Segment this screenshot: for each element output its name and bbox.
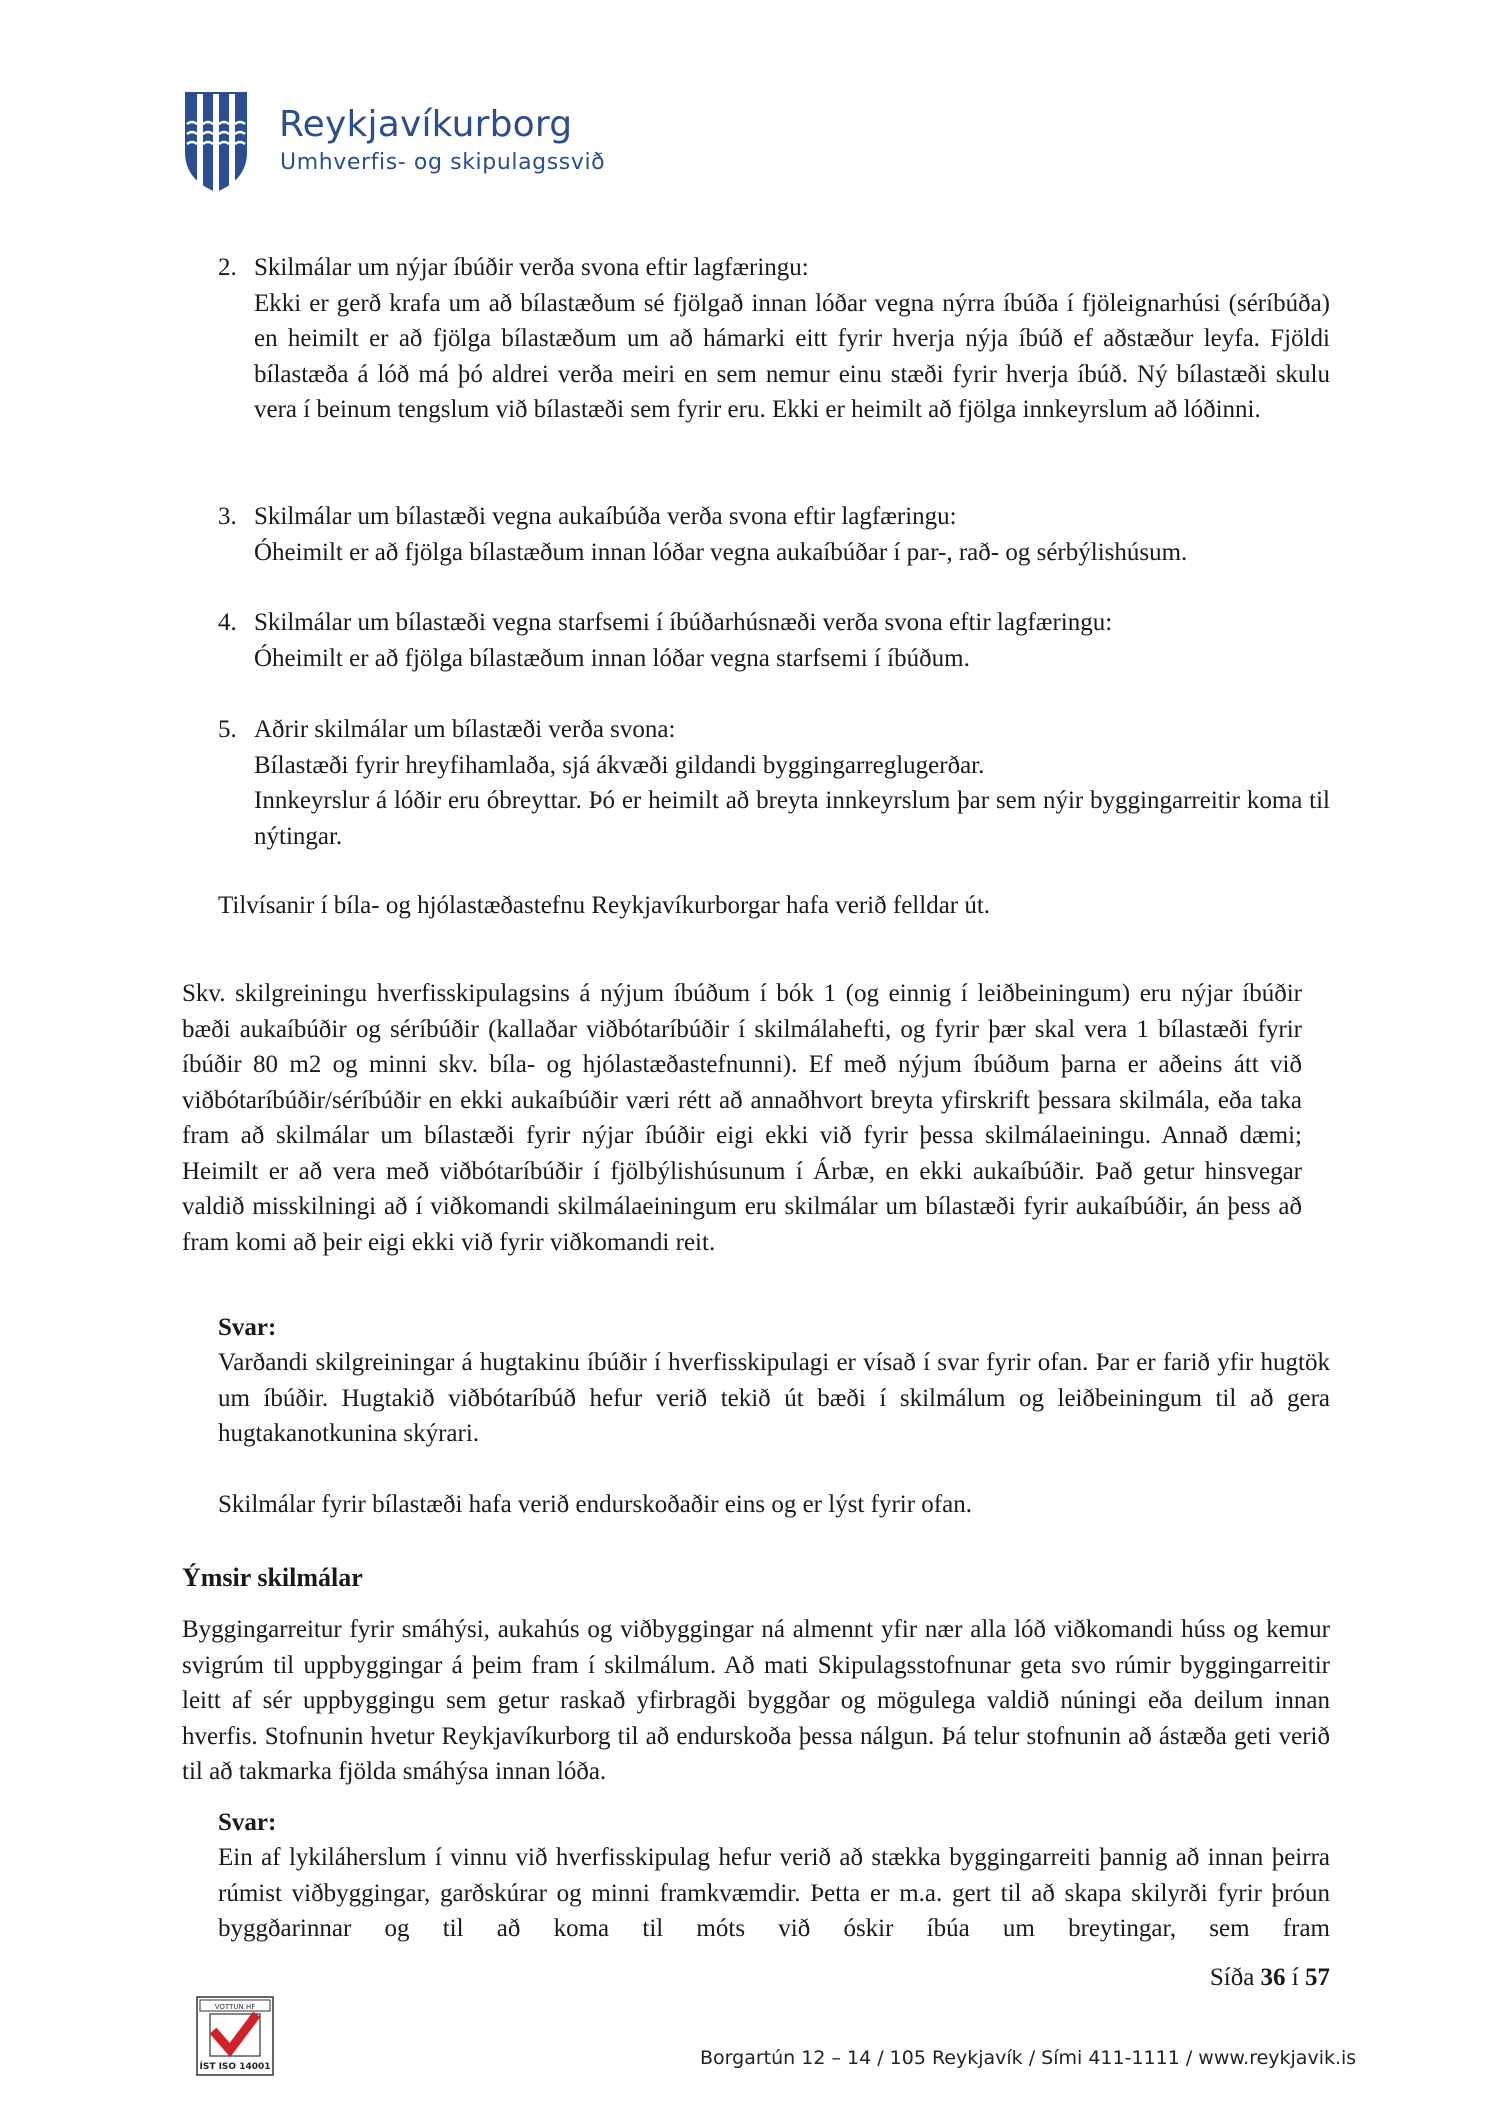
list-item [218,605,1330,677]
list-number: 5. [218,716,237,743]
comment-paragraph: Byggingarreitur fyrir smáhýsi, aukahús og viðbyggingar ná almennt yfir nær alla lóð viðkomandi húss og kemur svigrúm til uppbyggingar á þeim fram í skilmálum. Að mati Skipulagsstofnunar geta svo rúmir byggingarreitir leitt af sér uppbyggingu sem getur raskað yfirbragði byggðar og mögulega valdið núningi eða deilum innan hverfis. Stofnunin hvetur Reykjavíkurborg til að endurskoða þessa nálgun. Þá telur stofnunin að ástæða geti verið til að takmarka fjölda smáhýsa innan lóða. [182,1616,1330,1785]
page-current: 36 [1260,1964,1286,1991]
list-item [218,712,1330,857]
header-logo [183,90,606,200]
footer-address: Borgartún 12 – 14 / 105 Reykjavík / Sími 411-1111 / www.reykjavik.is [700,2047,1357,2069]
list-item-text: Ekki er gerð krafa um að bílastæðum sé fjölgað innan lóðar vegna nýrra íbúða í fjöleignarhúsi (séríbúða) en heimilt er að fjölga bílastæðum um að hámarki eitt fyrir hverja nýja íbúð ef aðstæður leyfa. Fjöldi bílastæða á lóð má þó aldrei verða meiri en sem nemur einu stæði fyrir hverja íbúð. Ný bílastæði skulu vera í beinum tengslum við bílastæði sem fyrir eru. Ekki er heimilt að fjölga innkeyrslum að lóðinni. [254,289,1330,423]
iso-bottom-text: ÍST ISO 14001 [199,2062,271,2072]
list-item-title: Skilmálar um bílastæði vegna aukaíbúða verða svona eftir lagfæringu: [254,503,957,530]
iso-top-text: VOTTUN HF [214,2003,256,2011]
list-item-text: Óheimilt er að fjölga bílastæðum innan lóðar vegna aukaíbúðar í par-, rað- og sérbýlishúsum. [254,538,1188,566]
list-item-text: Bílastæði fyrir hreyfihamlaða, sjá ákvæði gildandi byggingarreglugerðar. [254,751,985,779]
section-heading: Ýmsir skilmálar [182,1563,363,1592]
page-total: 57 [1305,1964,1330,1991]
org-department: Umhverfis- og skipulagssvið [280,150,606,175]
comment-paragraph: Skv. skilgreiningu hverfisskipulagsins á nýjum íbúðum í bók 1 (og einnig í leiðbeiningum) eru nýjar íbúðir bæði aukaíbúðir og séríbúðir (kallaðar viðbótaríbúðir í skilmálahefti, og fyrir þær skal vera 1 bílastæði fyrir íbúðir 80 m2 og minni skv. bíla- og hjólastæðastefnunni). Ef með nýjum íbúðum þarna er aðeins átt við viðbótaríbúðir/séríbúðir en ekki aukaíbúðir væri rétt að annaðhvort breyta yfirskrift þessara skilmála, eða taka fram að skilmálar um bílastæði fyrir nýjar íbúðir eigi ekki við fyrir þessa skilmálaeiningu. Annað dæmi; Heimilt er að vera með viðbótaríbúðir í fjölbýlishúsunum í Árbæ, en ekki aukaíbúðir. Það getur hinsvegar valdið misskilningi að í viðkomandi skilmálaeiningum eru skilmálar um bílastæði fyrir aukaíbúðir, án þess að fram komi að þeir eigi ekki við fyrir viðkomandi reit. [182,980,1302,1256]
page-prefix: Síða [1209,1964,1255,1991]
list-item [218,499,1330,571]
list-number: 3. [218,503,237,530]
answer-paragraph: Varðandi skilgreiningar á hugtakinu íbúðir í hverfisskipulagi er vísað í svar fyrir ofan. Þar er farið yfir hugtök um íbúðir. Hugtakið viðbótaríbúð hefur verið tekið út bæði í skilmálum og leiðbeiningum til að gera hugtakanotkunina skýrari. [218,1349,1330,1447]
list-item-title: Skilmálar um bílastæði vegna starfsemi í íbúðarhúsnæði verða svona eftir lagfæringu: [254,609,1113,636]
answer-paragraph: Ein af lykiláherslum í vinnu við hverfisskipulag hefur verið að stækka byggingarreiti þannig að innan þeirra rúmist viðbyggingar, garðskúrar og minni framkvæmdir. Þetta er m.a. gert til að skapa skilyrði fyrir þróun byggðarinnar og til að koma til móts við óskir íbúa um breytingar, sem fram [218,1844,1330,1942]
page-separator: í [1291,1964,1299,1991]
list-item [218,250,1330,465]
answer-label: Svar: [218,1809,277,1836]
city-shield-icon [183,90,249,194]
references-note: Tilvísanir í bíla- og hjólastæðastefnu Reykjavíkurborgar hafa verið felldar út. [218,892,991,919]
list-item-text: Óheimilt er að fjölga bílastæðum innan lóðar vegna starfsemi í íbúðum. [254,644,970,672]
answer-paragraph: Skilmálar fyrir bílastæði hafa verið endurskoðaðir eins og er lýst fyrir ofan. [218,1491,972,1518]
list-number: 4. [218,609,237,636]
page-number [1180,1964,1330,1992]
list-item-title: Skilmálar um nýjar íbúðir verða svona eftir lagfæringu: [254,254,809,281]
iso-certification-icon [196,1996,274,2076]
list-item-text: Innkeyrslur á lóðir eru óbreyttar. Þó er heimilt að breyta innkeyrslum þar sem nýir byggingarreitir koma til nýtingar. [254,787,1330,850]
answer-label: Svar: [218,1314,277,1341]
list-number: 2. [218,254,237,281]
org-name: Reykjavíkurborg [279,104,573,145]
list-item-title: Aðrir skilmálar um bílastæði verða svona: [254,716,676,743]
